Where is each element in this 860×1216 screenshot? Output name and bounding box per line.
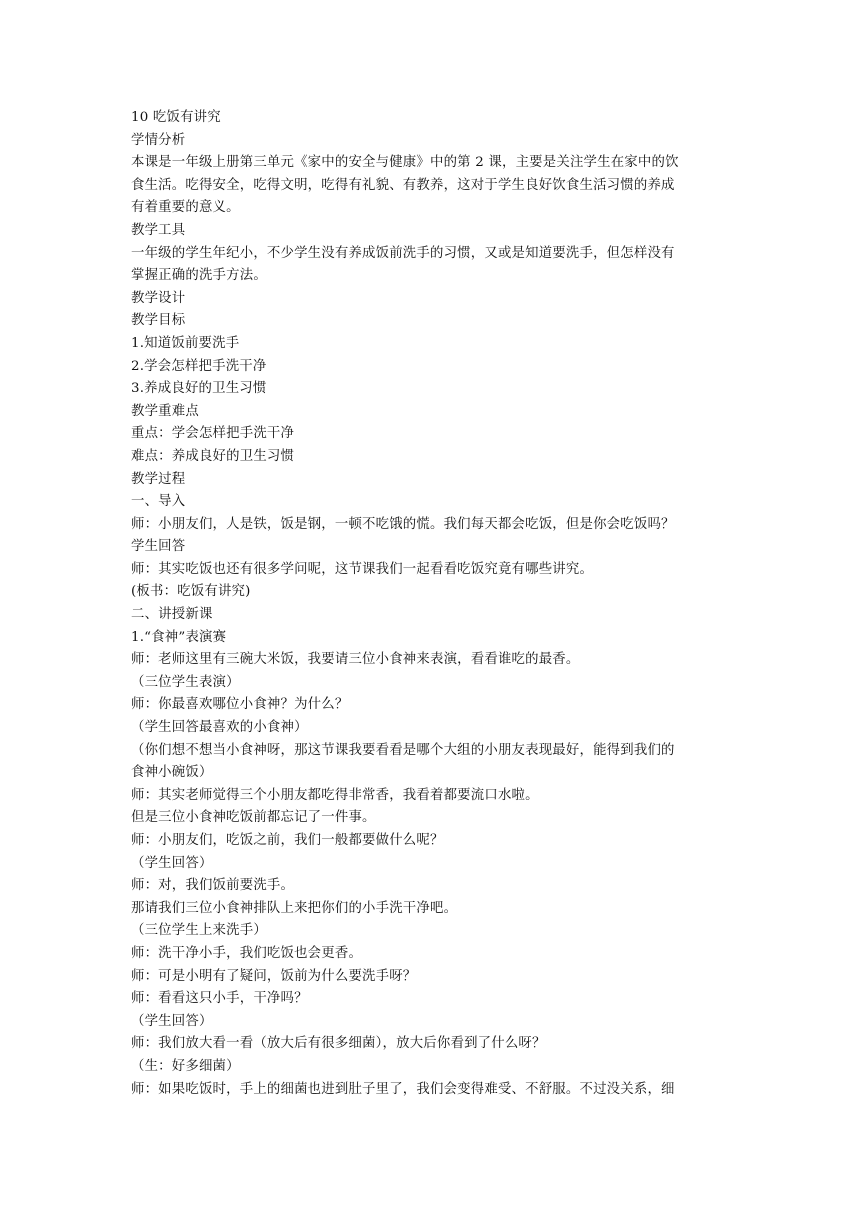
text-line: 2.学会怎样把手洗干净 [131, 358, 267, 374]
text-line: （三位学生表演） [131, 674, 240, 690]
text-line: 教学目标 [131, 313, 186, 329]
text-line: 师：我们放大看一看（放大后有很多细菌），放大后你看到了什么呀？ [131, 1036, 546, 1052]
text-line: 难点：养成良好的卫生习惯 [131, 448, 295, 464]
text-line: 师：你最喜欢哪位小食神？为什么？ [131, 697, 349, 713]
text-line: 一、导入 [131, 494, 186, 510]
text-line: （学生回答） [131, 855, 213, 871]
text-line: 学情分析 [131, 132, 186, 148]
text-line: 本课是一年级上册第三单元《家中的安全与健康》中的第 2 课，主要是关注学生在家中的饮 [131, 155, 679, 171]
text-line: 1.“食神”表演赛 [131, 629, 227, 645]
text-line: 教学设计 [131, 290, 186, 306]
text-line: 师：洗干净小手，我们吃饭也会更香。 [131, 945, 363, 961]
text-line: 掌握正确的洗手方法。 [131, 268, 267, 284]
text-line: 二、讲授新课 [131, 607, 213, 623]
text-line: 师：如果吃饭时，手上的细菌也进到肚子里了，我们会变得难受、不舒服。不过没关系，细 [131, 1081, 675, 1097]
text-line: 师：小朋友们，吃饭之前，我们一般都要做什么呢？ [131, 833, 444, 848]
text-line: 师：其实老师觉得三个小朋友都吃得非常香，我看着都要流口水啦。 [131, 787, 539, 803]
text-line: 教学工具 [131, 222, 186, 238]
text-line: 师：其实吃饭也还有很多学问呢，这节课我们一起看看吃饭究竟有哪些讲究。 [131, 561, 594, 577]
document-title: 10 吃饭有讲究 [131, 110, 221, 125]
text-line: (板书：吃饭有讲究) [131, 584, 251, 600]
text-line: 一年级的学生年纪小，不少学生没有养成饭前洗手的习惯，又或是知道要洗手，但怎样没有 [131, 245, 675, 261]
text-line: 1.知道饭前要洗手 [131, 335, 240, 351]
text-line: （学生回答） [131, 1013, 213, 1029]
text-line: 3.养成良好的卫生习惯 [131, 381, 267, 397]
text-line: 那请我们三位小食神排队上来把你们的小手洗干净吧。 [131, 900, 458, 916]
text-line: 食生活。吃得安全，吃得文明，吃得有礼貌、有教养，这对于学生良好饮食生活习惯的养成 [131, 177, 675, 193]
text-line: 师：看看这只小手，干净吗？ [131, 991, 308, 1007]
text-line: 食神小碗饭） [131, 765, 213, 781]
text-line: 师：可是小明有了疑问，饭前为什么要洗手呀？ [131, 968, 417, 984]
text-line: 重点：学会怎样把手洗干净 [131, 426, 295, 442]
text-line: （生：好多细菌） [131, 1058, 240, 1074]
text-line: 师：老师这里有三碗大米饭，我要请三位小食神来表演，看看谁吃的最香。 [131, 652, 580, 668]
text-line: 学生回答 [131, 539, 186, 555]
text-line: 教学过程 [131, 471, 186, 487]
document-body [131, 130, 731, 1102]
text-line: （学生回答最喜欢的小食神） [131, 720, 308, 736]
text-line: 师：小朋友们，人是铁，饭是钢，一顿不吃饿的慌。我们每天都会吃饭，但是你会吃饭吗？ [131, 516, 675, 532]
document-page [131, 107, 731, 1101]
text-line: 师：对，我们饭前要洗手。 [131, 878, 295, 894]
text-line: （你们想不想当小食神呀，那这节课我要看看是哪个大组的小朋友表现最好，能得到我们的 [131, 742, 675, 758]
text-line: 教学重难点 [131, 403, 199, 419]
text-line: 但是三位小食神吃饭前都忘记了一件事。 [131, 810, 376, 826]
text-line: （三位学生上来洗手） [131, 923, 267, 939]
text-line: 有着重要的意义。 [131, 200, 240, 216]
